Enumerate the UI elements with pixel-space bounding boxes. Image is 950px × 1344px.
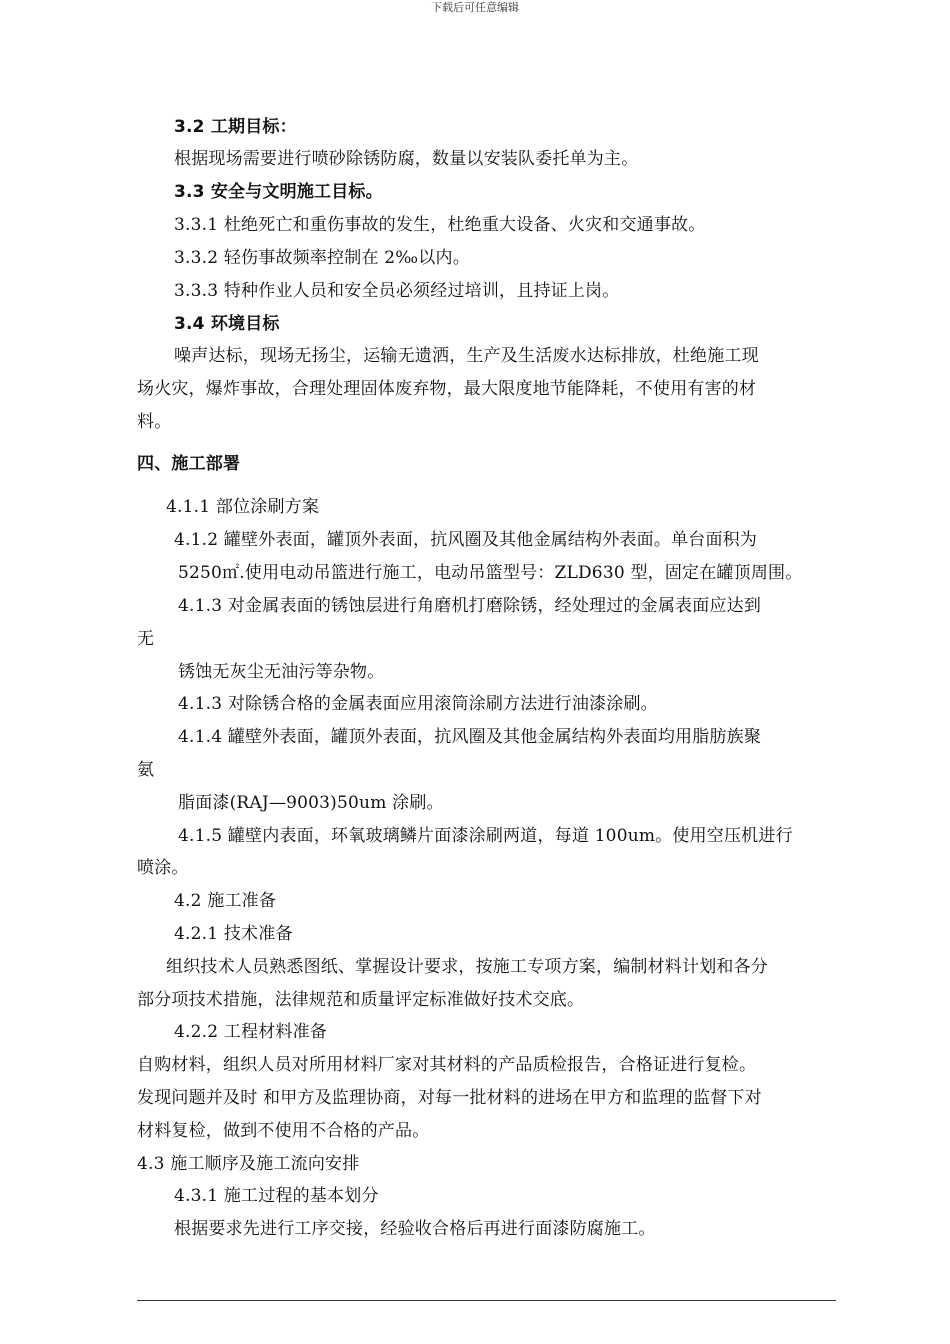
paragraph-line: 4.1.2 罐壁外表面，罐顶外表面，抗风圈及其他金属结构外表面。单台面积为	[174, 530, 758, 550]
paragraph-line: 根据现场需要进行喷砂除锈防腐，数量以安装队委托单为主。	[174, 149, 639, 169]
paragraph-line: 喷涂。	[137, 858, 189, 878]
subheading-4-2-2: 4.2.2 工程材料准备	[174, 1022, 328, 1042]
paragraph-line: 脂面漆(RAJ—9003)50um 涂刷。	[178, 793, 444, 813]
paragraph-line: 自购材料，组织人员对所用材料厂家对其材料的产品质检报告，合格证进行复检。	[137, 1055, 757, 1075]
paragraph-line: 无	[137, 629, 155, 649]
paragraph-line: 组织技术人员熟悉图纸、掌握设计要求，按施工专项方案，编制材料计划和各分	[166, 957, 768, 977]
paragraph-line: 噪声达标，现场无扬尘，运输无遗洒，生产及生活废水达标排放，杜绝施工现	[174, 346, 759, 366]
paragraph-line: 4.1.5 罐壁内表面，环氧玻璃鳞片面漆涂刷两道，每道 100um。使用空压机进行	[178, 826, 793, 846]
page-header: 下载后可任意编辑	[431, 1, 519, 14]
paragraph-line: 4.1.3 对除锈合格的金属表面应用滚筒涂刷方法进行油漆涂刷。	[178, 694, 658, 714]
paragraph-line: 发现问题并及时 和甲方及监理协商，对每一批材料的进场在甲方和监理的监督下对	[137, 1088, 762, 1108]
paragraph-line: 4.1.3 对金属表面的锈蚀层进行角磨机打磨除锈，经处理过的金属表面应达到	[178, 596, 762, 616]
subheading-4-3-1: 4.3.1 施工过程的基本划分	[174, 1186, 379, 1206]
subheading-4-2-1: 4.2.1 技术准备	[174, 924, 293, 944]
paragraph-line: 5250㎡.使用电动吊篮进行施工，电动吊篮型号：ZLD630 型，固定在罐顶周围。	[178, 563, 803, 583]
paragraph-line: 4.1.1 部位涂刷方案	[166, 497, 320, 517]
section-heading-4: 四、施工部署	[137, 454, 241, 474]
subheading-4-3: 4.3 施工顺序及施工流向安排	[137, 1154, 360, 1174]
paragraph-line: 料。	[137, 412, 172, 432]
footer-rule	[137, 1300, 836, 1301]
heading-3-4: 3.4 环境目标	[174, 314, 280, 334]
paragraph-line: 场火灾，爆炸事故，合理处理固体废弃物，最大限度地节能降耗，不使用有害的材	[137, 379, 757, 399]
paragraph-line: 3.3.2 轻伤事故频率控制在 2‰以内。	[174, 248, 470, 268]
paragraph-line: 3.3.3 特种作业人员和安全员必须经过培训，且持证上岗。	[174, 281, 620, 301]
paragraph-line: 部分项技术措施，法律规范和质量评定标准做好技术交底。	[137, 990, 585, 1010]
heading-3-3: 3.3 安全与文明施工目标。	[174, 182, 383, 202]
paragraph-line: 材料复检，做到不使用不合格的产品。	[137, 1121, 430, 1141]
paragraph-line: 氨	[137, 760, 155, 780]
paragraph-line: 根据要求先进行工序交接，经验收合格后再进行面漆防腐施工。	[174, 1219, 656, 1239]
paragraph-line: 4.1.4 罐壁外表面，罐顶外表面，抗风圈及其他金属结构外表面均用脂肪族聚	[178, 727, 762, 747]
subheading-4-2: 4.2 施工准备	[174, 891, 277, 911]
heading-3-2: 3.2 工期目标：	[174, 117, 297, 137]
paragraph-line: 3.3.1 杜绝死亡和重伤事故的发生，杜绝重大设备、火灾和交通事故。	[174, 215, 706, 235]
paragraph-line: 锈蚀无灰尘无油污等杂物。	[178, 662, 385, 682]
